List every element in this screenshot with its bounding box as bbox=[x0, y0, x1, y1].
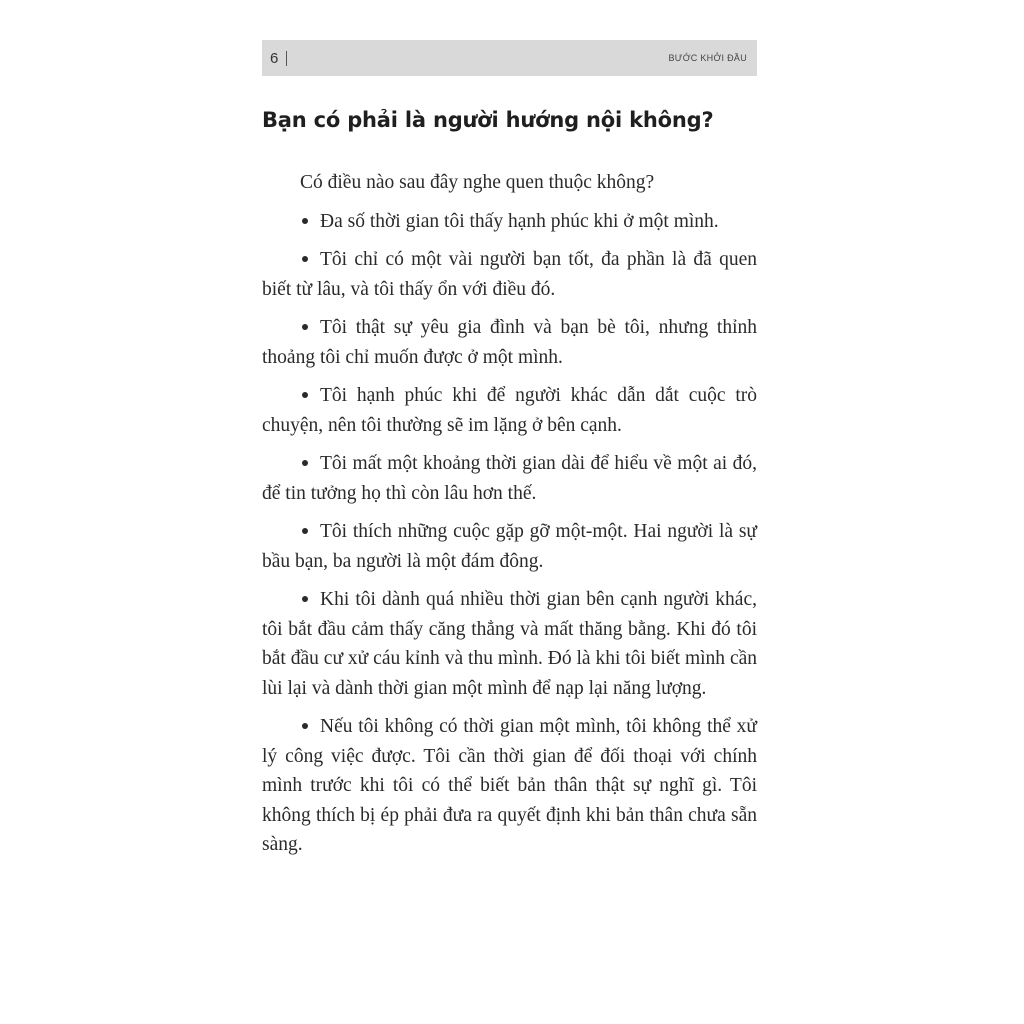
bullet-icon bbox=[302, 324, 308, 330]
intro-paragraph: Có điều nào sau đây nghe quen thuộc không? bbox=[300, 172, 655, 193]
bullet-item bbox=[262, 207, 757, 237]
bullet-text: Nếu tôi không có thời gian một mình, tôi không thể xử lý công việc được. Tôi cần thời gian để đối thoại với chính mình trước khi tôi có thể biết bản thân thật sự nghĩ gì. Tôi không thích bị ép phải đưa ra quyết định khi bản thân chưa sẵn sàng. bbox=[262, 716, 757, 855]
bullet-item bbox=[262, 313, 757, 372]
bullet-text: Khi tôi dành quá nhiều thời gian bên cạnh người khác, tôi bắt đầu cảm thấy căng thẳng và mất thăng bằng. Khi đó tôi bắt đầu cư xử cáu kỉnh và thu mình. Đó là khi tôi biết mình cần lùi lại và dành thời gian một mình để nạp lại năng lượng. bbox=[262, 589, 757, 699]
section-title: Bạn có phải là người hướng nội không? bbox=[262, 108, 714, 132]
header-divider bbox=[286, 51, 287, 66]
bullet-icon bbox=[302, 723, 308, 729]
bullet-item bbox=[262, 712, 757, 860]
bullet-icon bbox=[302, 256, 308, 262]
bullet-icon bbox=[302, 392, 308, 398]
bullet-item bbox=[262, 381, 757, 440]
bullet-text: Tôi chỉ có một vài người bạn tốt, đa phần là đã quen biết từ lâu, và tôi thấy ổn với điều đó. bbox=[262, 249, 757, 300]
bullet-icon bbox=[302, 596, 308, 602]
page-header-bar bbox=[262, 40, 757, 76]
bullet-icon bbox=[302, 218, 308, 224]
body-text bbox=[262, 168, 757, 869]
bullet-item bbox=[262, 585, 757, 703]
bullet-item bbox=[262, 245, 757, 304]
bullet-item bbox=[262, 449, 757, 508]
bullet-text: Tôi hạnh phúc khi để người khác dẫn dắt cuộc trò chuyện, nên tôi thường sẽ im lặng ở bên cạnh. bbox=[262, 385, 757, 436]
bullet-icon bbox=[302, 460, 308, 466]
bullet-icon bbox=[302, 528, 308, 534]
page-number: 6 bbox=[270, 49, 279, 67]
bullet-text: Tôi thích những cuộc gặp gỡ một-một. Hai người là sự bầu bạn, ba người là một đám đông. bbox=[262, 521, 757, 572]
page-number-group bbox=[270, 50, 287, 67]
bullet-text: Đa số thời gian tôi thấy hạnh phúc khi ở một mình. bbox=[320, 210, 719, 232]
running-head: BƯỚC KHỞI ĐẦU bbox=[668, 53, 747, 63]
bullet-text: Tôi thật sự yêu gia đình và bạn bè tôi, nhưng thỉnh thoảng tôi chỉ muốn được ở một mình. bbox=[262, 317, 757, 368]
bullet-text: Tôi mất một khoảng thời gian dài để hiểu về một ai đó, để tin tưởng họ thì còn lâu hơn thế. bbox=[262, 453, 757, 504]
bullet-item bbox=[262, 517, 757, 576]
